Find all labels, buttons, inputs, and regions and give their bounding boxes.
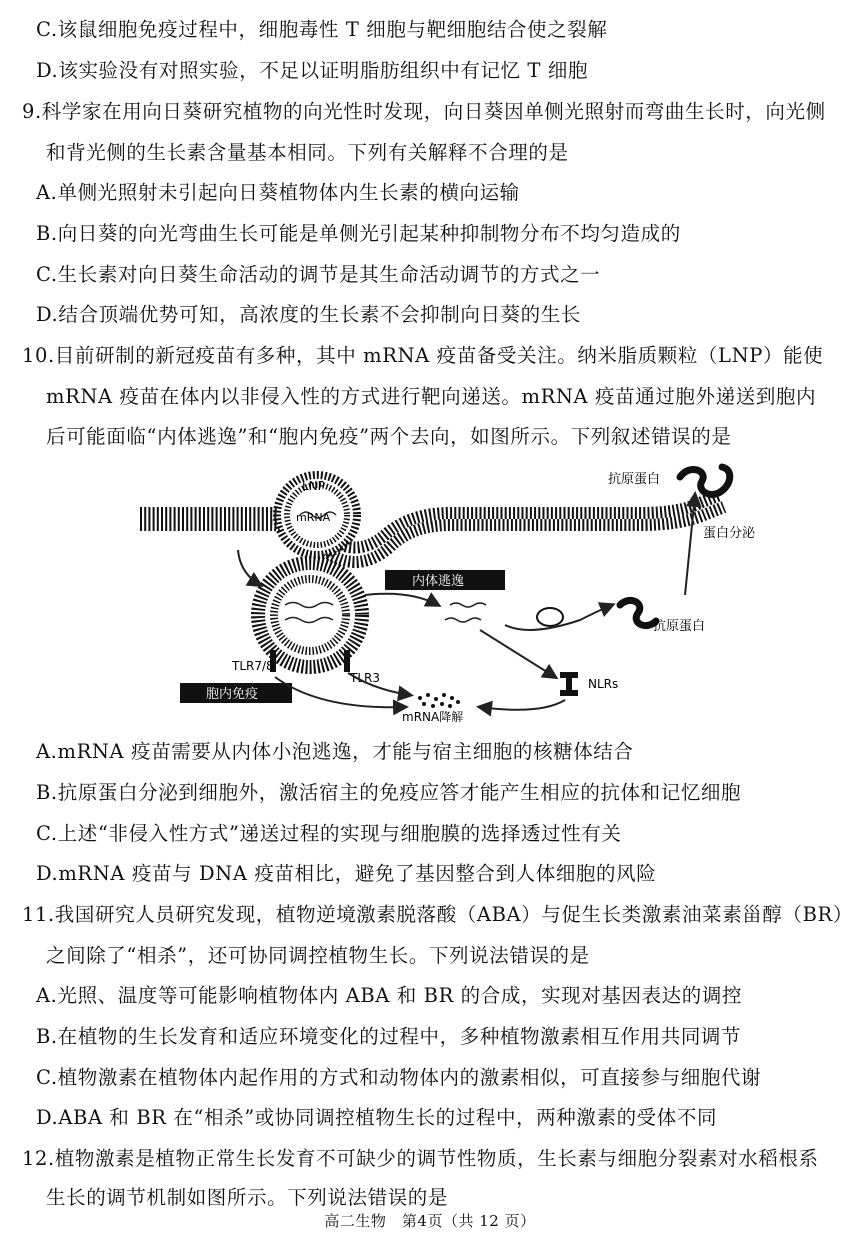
q11-stem: 11.我国研究人员研究发现，植物逆境激素脱落酸（ABA）与促生长类激素油菜素甾醇（BR） <box>22 903 853 926</box>
tlr3-label: TLR3 <box>350 671 380 685</box>
tlr78-arrow <box>275 677 405 707</box>
endosome-escape-label: 内体逃逸 <box>412 574 465 589</box>
secretion-label <box>703 526 756 541</box>
q9-option-c: C.生长素对向日葵生命活动的调节是其生命活动调节的方式之一 <box>36 263 601 286</box>
q11-option-b: B.在植物的生长发育和适应环境变化的过程中，多种植物激素相互作用共同调节 <box>36 1025 742 1048</box>
secretion-label-text: 蛋白分泌 <box>703 526 756 541</box>
q10-option-a: A.mRNA 疫苗需要从内体小泡逃逸，才能与宿主细胞的核糖体结合 <box>36 740 634 763</box>
released-mrna <box>445 603 486 622</box>
q10-stem-cont-2: 后可能面临“内体逃逸”和“胞内免疫”两个去向，如图所示。下列叙述错误的是 <box>46 425 732 448</box>
mrna-degrade-label: mRNA降解 <box>402 710 464 724</box>
q10-option-b: B.抗原蛋白分泌到细胞外，激活宿主的免疫应答才能产生相应的抗体和记忆细胞 <box>36 781 742 804</box>
tlr78-label: TLR7/8 <box>232 659 274 673</box>
escape-arrow <box>365 594 438 605</box>
lnp-mrna-label: mRNA <box>296 511 331 524</box>
intracellular-immunity-label: 胞内免疫 <box>206 687 259 702</box>
nlrs-receptor <box>560 672 578 696</box>
q8-option-c: C.该鼠细胞免疫过程中，细胞毒性 T 细胞与靶细胞结合使之裂解 <box>36 18 608 41</box>
q9-option-d: D.结合顶端优势可知，高浓度的生长素不会抑制向日葵的生长 <box>36 303 581 326</box>
nlrs-arrow <box>480 630 555 677</box>
lnp-label: LNP <box>302 479 325 493</box>
antigen-protein-mid <box>620 600 656 625</box>
nlrs-label: NLRs <box>588 677 619 691</box>
ribosome <box>537 608 563 626</box>
q11-option-a: A.光照、温度等可能影响植物体内 ABA 和 BR 的合成，实现对基因表达的调控 <box>36 984 743 1007</box>
q12-stem-cont: 生长的调节机制如图所示。下列说法错误的是 <box>46 1186 449 1209</box>
q11-stem-cont: 之间除了“相杀”，还可协同调控植物生长。下列说法错误的是 <box>46 944 590 967</box>
q9-stem: 9.科学家在用向日葵研究植物的向光性时发现，向日葵因单侧光照射而弯曲生长时，向光侧 <box>22 100 826 123</box>
q9-option-b: B.向日葵的向光弯曲生长可能是单侧光引起某种抑制物分布不均匀造成的 <box>36 222 681 245</box>
q8-option-d: D.该实验没有对照实验，不足以证明脂肪组织中有记忆 T 细胞 <box>36 59 589 82</box>
mrna-vaccine-diagram <box>120 455 760 730</box>
uptake-arrow <box>238 550 260 585</box>
q10-stem: 10.目前研制的新冠疫苗有多种，其中 mRNA 疫苗备受关注。纳米脂质颗粒（LNP）能使 <box>22 344 824 367</box>
q11-option-d: D.ABA 和 BR 在“相杀”或协同调控植物生长的过程中，两种激素的受体不同 <box>36 1106 718 1129</box>
antigen-top-label: 抗原蛋白 <box>608 472 661 487</box>
page-footer: 高二生物 第4页（共 12 页） <box>324 1212 536 1230</box>
q12-stem: 12.植物激素是植物正常生长发育不可缺少的调节性物质，生长素与细胞分裂素对水稻根系 <box>22 1147 819 1170</box>
endosome-vesicle <box>258 563 362 672</box>
q11-option-c: C.植物激素在植物体内起作用的方式和动物体内的激素相似，可直接参与细胞代谢 <box>36 1066 762 1089</box>
q9-option-a: A.单侧光照射未引起向日葵植物体内生长素的横向运输 <box>36 181 520 204</box>
cell-membrane <box>140 495 724 562</box>
q10-stem-cont-1: mRNA 疫苗在体内以非侵入性的方式进行靶向递送。mRNA 疫苗通过胞外递送到胞内 <box>46 385 817 408</box>
nlrs-degrade-arrow <box>480 700 565 710</box>
q9-stem-cont: 和背光侧的生长素含量基本相同。下列有关解释不合理的是 <box>46 141 569 164</box>
antigen-mid-label: 抗原蛋白 <box>653 619 706 634</box>
degraded-mrna <box>418 693 460 708</box>
q10-option-c: C.上述“非侵入性方式”递送过程的实现与细胞膜的选择透过性有关 <box>36 822 622 845</box>
antigen-protein-top <box>680 467 730 494</box>
q10-option-d: D.mRNA 疫苗与 DNA 疫苗相比，避免了基因整合到人体细胞的风险 <box>36 862 657 885</box>
